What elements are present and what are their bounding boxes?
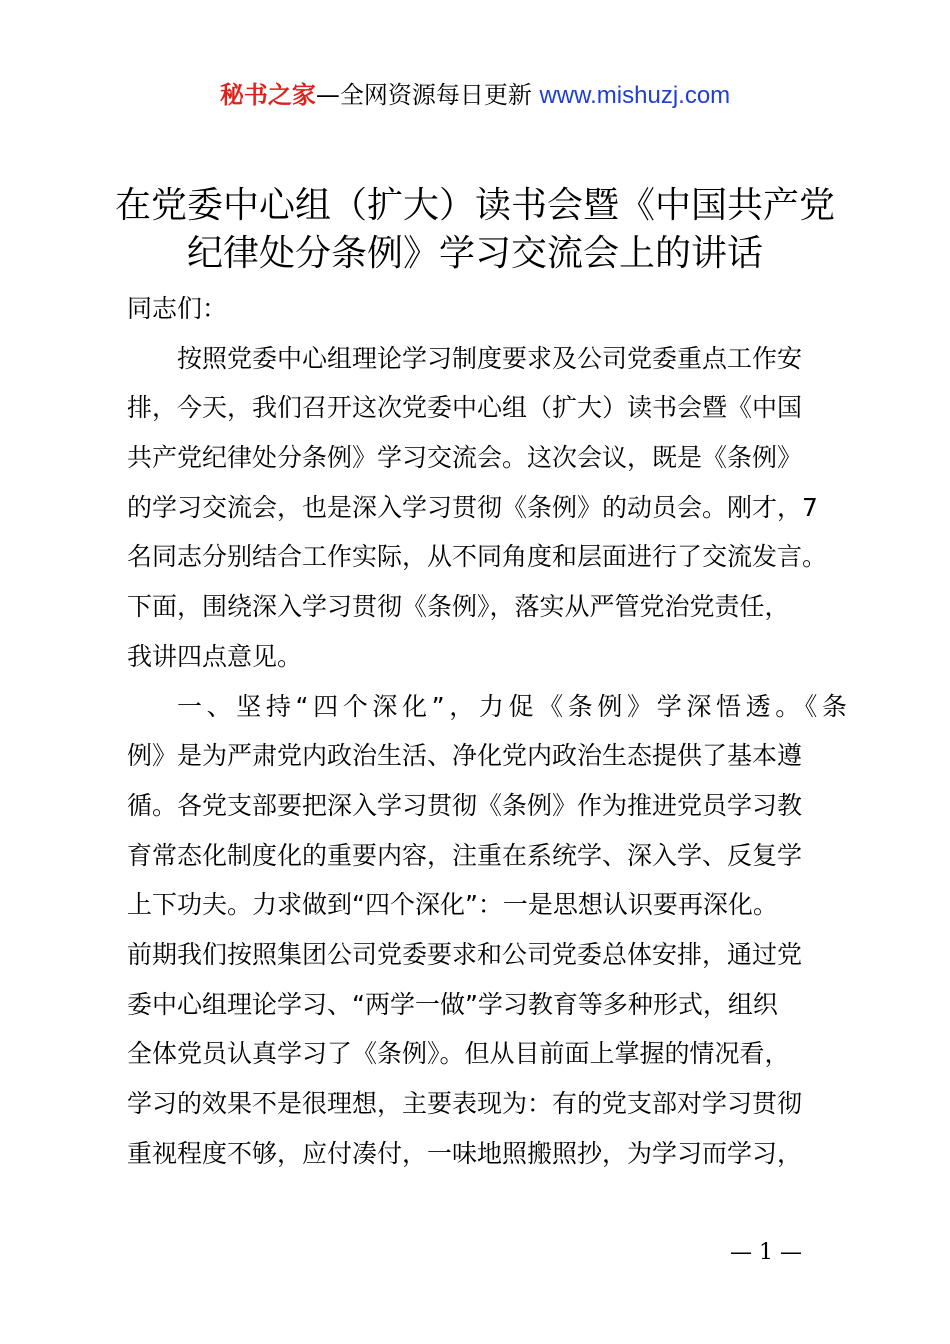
document-title	[100, 182, 850, 278]
body-line: 育常态化制度化的重要内容，注重在系统学、深入学、反复学	[127, 840, 803, 870]
title-line-1: 在党委中心组（扩大）读书会暨《中国共产党	[114, 185, 835, 226]
body-line: 按照党委中心组理论学习制度要求及公司党委重点工作安	[177, 343, 803, 373]
header-tagline: —全网资源每日更新	[315, 81, 532, 109]
body-line: 下面，围绕深入学习贯彻《条例》，落实从严管党治党责任，	[127, 592, 790, 622]
brand-name: 秘书之家	[219, 81, 316, 109]
body-line: 学习的效果不是很理想，主要表现为：有的党支部对学习贯彻	[127, 1089, 803, 1118]
site-header	[0, 78, 950, 113]
body-line: 共产党纪律处分条例》学习交流会。这次会议，既是《条例》	[127, 443, 803, 473]
site-url-link[interactable]: www.mishuzj.com	[539, 82, 731, 109]
body-line: 名同志分别结合工作实际，从不同角度和层面进行了交流发言。	[127, 542, 828, 572]
body-line: 的学习交流会，也是深入学习贯彻《条例》的动员会。刚才，7	[127, 492, 818, 522]
salutation: 同志们：	[127, 294, 228, 323]
body-line: 我讲四点意见。	[127, 641, 303, 671]
body-line: 排，今天，我们召开这次党委中心组（扩大）读书会暨《中国	[127, 393, 803, 423]
page-number: — 1 —	[730, 1240, 802, 1265]
document-body	[127, 284, 847, 1178]
body-line: 上下功夫。力求做到“四个深化”：一是思想认识要再深化。	[127, 890, 778, 920]
section-heading-line: 一、坚持“四个深化”，力促《条例》学深悟透。《条	[177, 691, 847, 721]
title-line-2: 纪律处分条例》学习交流会上的讲话	[186, 233, 763, 274]
body-line: 重视程度不够，应付凑付，一味地照搬照抄，为学习而学习，	[127, 1138, 803, 1168]
body-line: 循。各党支部要把深入学习贯彻《条例》作为推进党员学习教	[127, 790, 803, 820]
body-line: 前期我们按照集团公司党委要求和公司党委总体安排，通过党	[127, 939, 803, 969]
body-line: 全体党员认真学习了《条例》。但从目前面上掌握的情况看，	[127, 1039, 790, 1069]
body-line: 例》是为严肃党内政治生活、净化党内政治生态提供了基本遵	[127, 741, 803, 771]
body-line: 委中心组理论学习、“两学一做”学习教育等多种形式，组织	[127, 989, 778, 1019]
